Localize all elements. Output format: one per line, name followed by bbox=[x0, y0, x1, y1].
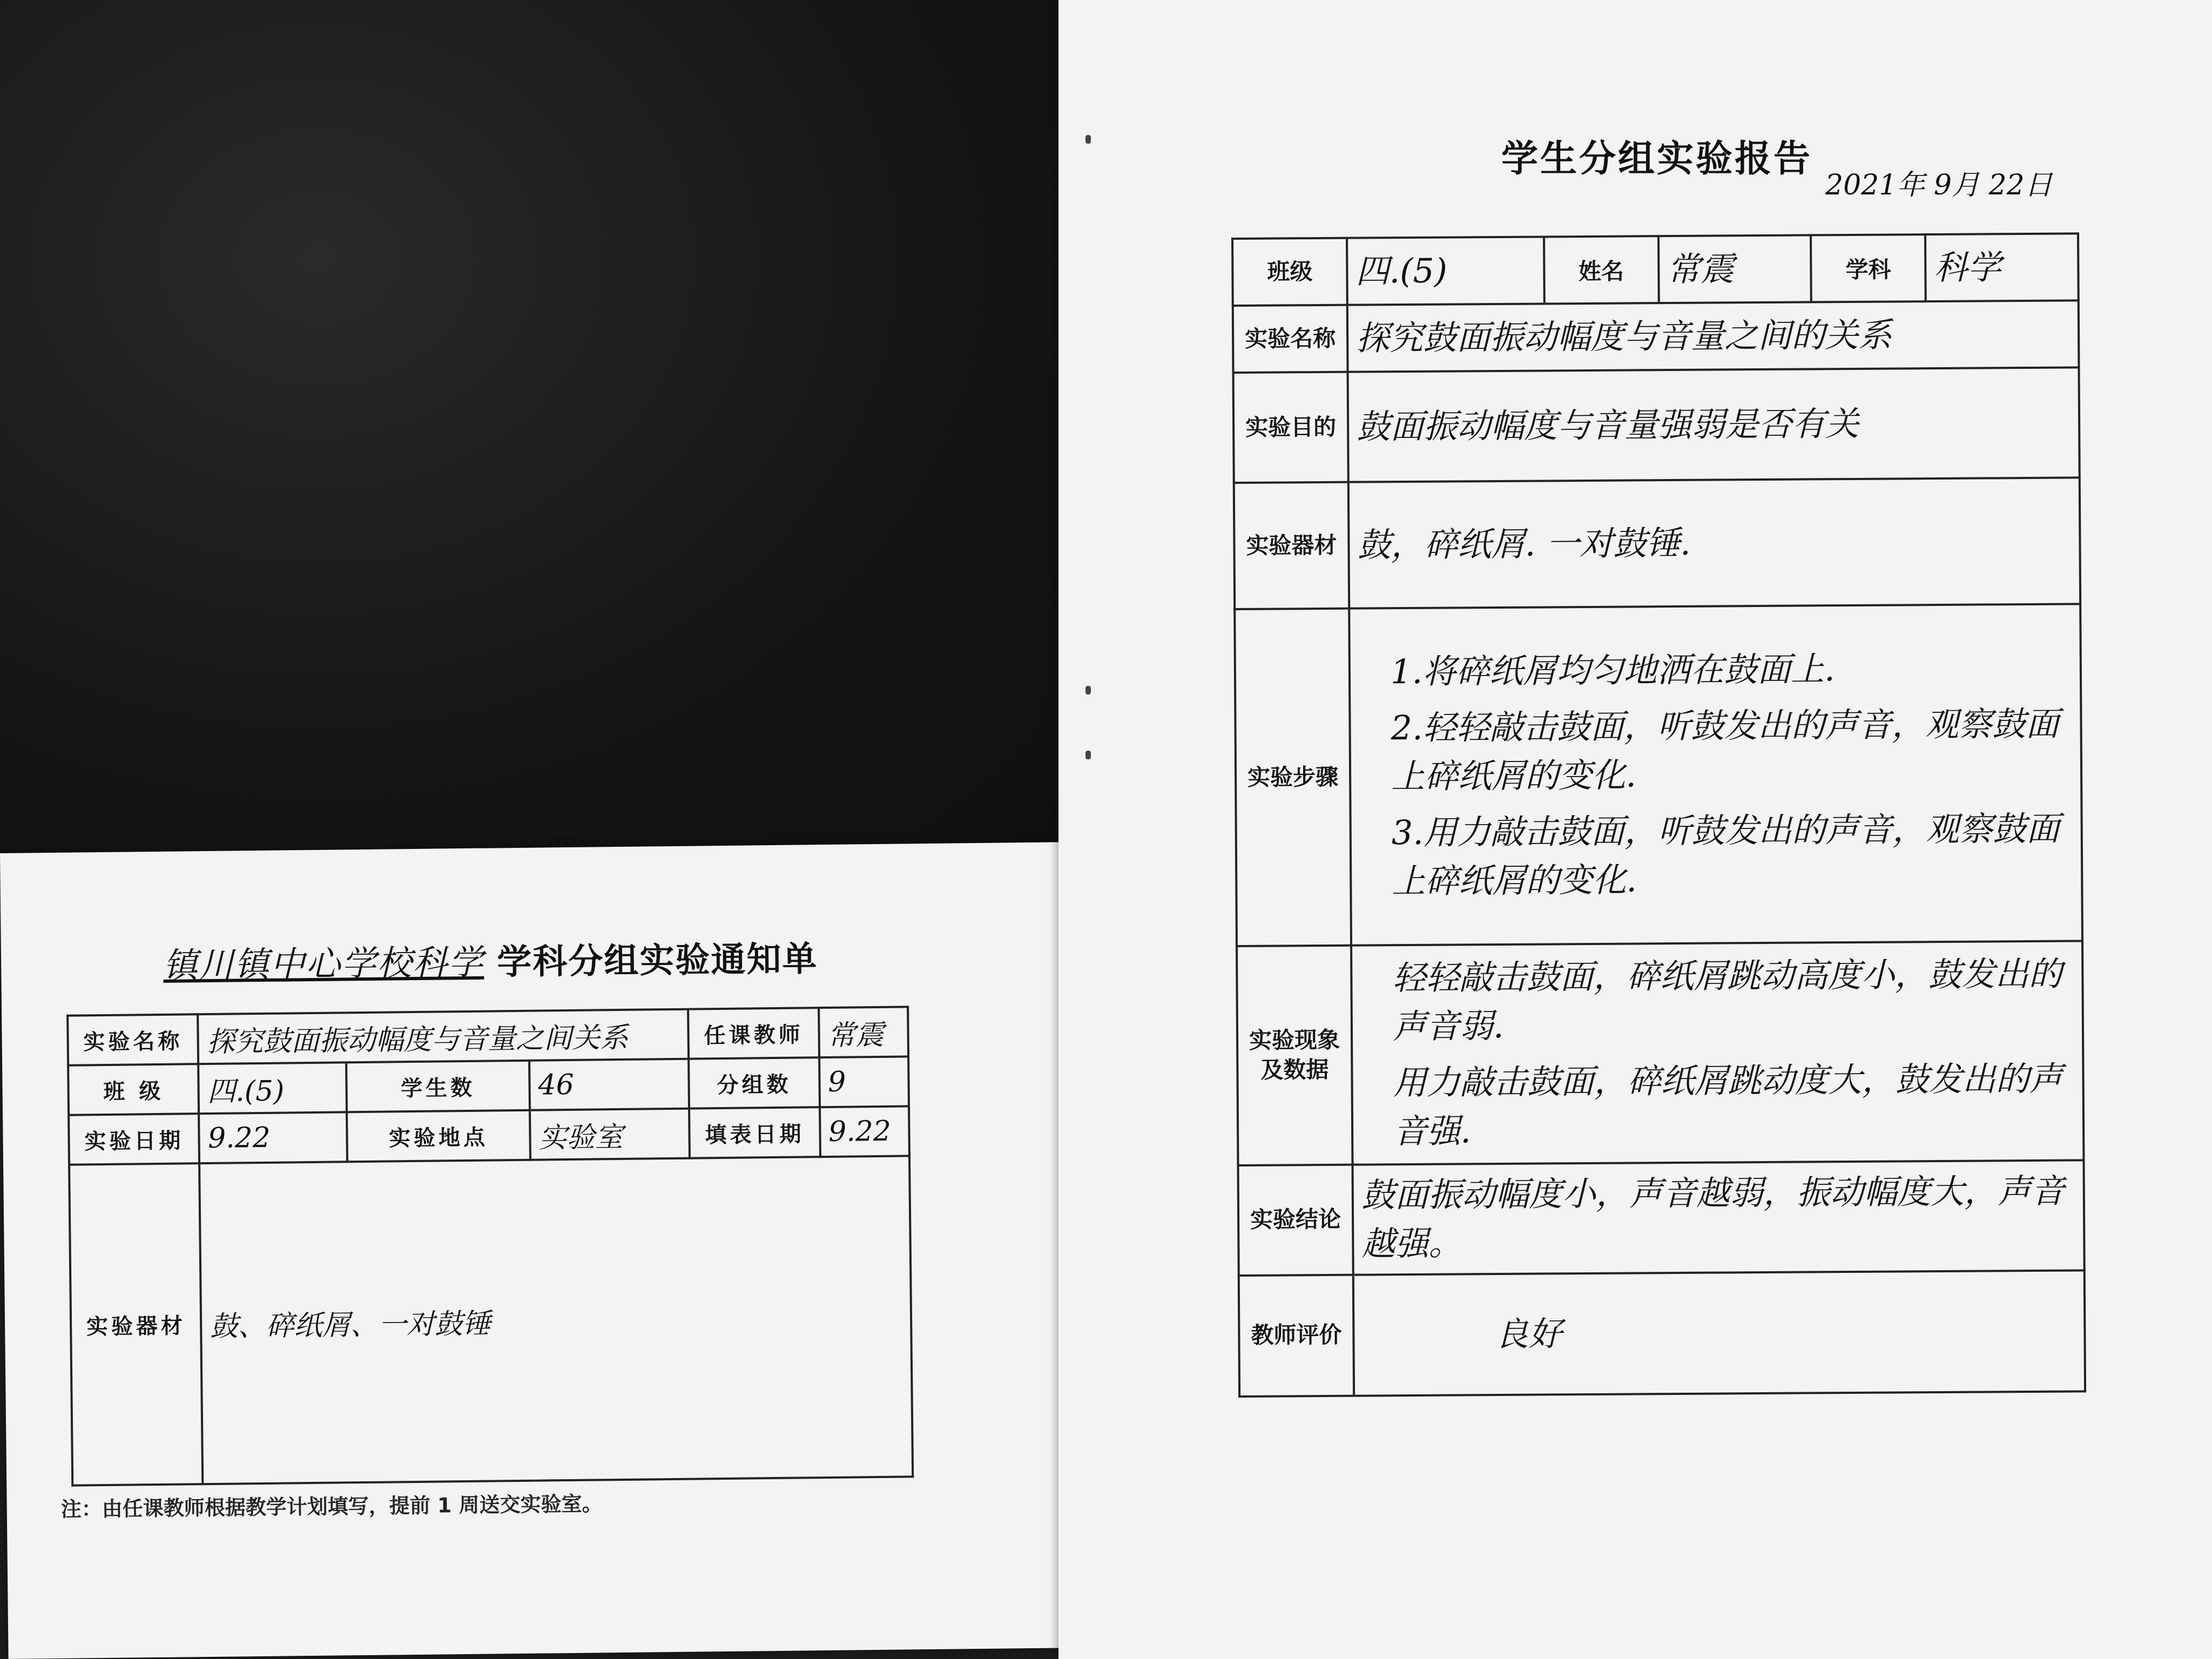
report-label-purpose: 实验目的 bbox=[1233, 372, 1348, 483]
report-phenomenon: 用力敲击鼓面，碎纸屑跳动度大，鼓发出的声音强. bbox=[1393, 1058, 2063, 1151]
report-label-equipment: 实验器材 bbox=[1234, 482, 1349, 609]
notice-value-equipment: 鼓、碎纸屑、一对鼓锤 bbox=[200, 1156, 913, 1484]
report-label-subject: 学科 bbox=[1811, 234, 1925, 302]
report-table bbox=[1231, 232, 2086, 1397]
report-label-experiment-name: 实验名称 bbox=[1233, 305, 1348, 373]
report-label-evaluation: 教师评价 bbox=[1239, 1274, 1354, 1396]
notice-value-students: 46 bbox=[529, 1059, 689, 1110]
notice-footnote: 注：由任课教师根据教学计划填写，提前 1 周送交实验室。 bbox=[60, 1492, 603, 1521]
notice-value-experiment-name: 探究鼓面振动幅度与音量之间关系 bbox=[198, 1009, 689, 1064]
experiment-report-sheet bbox=[1058, 0, 2212, 1659]
report-value-equipment: 鼓，碎纸屑. 一对鼓锤. bbox=[1348, 477, 2080, 608]
binding-hole bbox=[1085, 135, 1091, 144]
report-label-phenomena: 实验现象及数据 bbox=[1237, 946, 1352, 1165]
notice-title bbox=[163, 931, 818, 988]
binding-hole bbox=[1085, 751, 1091, 759]
notice-value-groups: 9 bbox=[819, 1056, 909, 1107]
report-step: 1.将碎纸屑均匀地洒在鼓面上. bbox=[1390, 649, 1835, 692]
report-value-steps bbox=[1349, 604, 2082, 945]
notice-value-class: 四.(5) bbox=[199, 1062, 347, 1114]
binding-hole bbox=[1085, 686, 1091, 694]
report-value-purpose: 鼓面振动幅度与音量强弱是否有关 bbox=[1348, 367, 2080, 482]
notice-value-location: 实验室 bbox=[530, 1109, 690, 1160]
report-phenomenon: 轻轻敲击鼓面，碎纸屑跳动高度小，鼓发出的声音弱. bbox=[1392, 954, 2062, 1047]
notice-title-school: 镇川镇中心学校 bbox=[163, 943, 413, 986]
notice-value-teacher: 常震 bbox=[819, 1007, 908, 1057]
report-title: 学生分组实验报告 bbox=[1501, 138, 1813, 180]
notice-title-rest: 学科分组实验通知单 bbox=[497, 939, 818, 983]
report-value-name: 常震 bbox=[1658, 235, 1812, 303]
report-value-class: 四.(5) bbox=[1347, 237, 1545, 305]
notice-label-date: 实验日期 bbox=[69, 1114, 199, 1165]
report-value-conclusion: 鼓面振动幅度小，声音越弱，振动幅度大，声音越强。 bbox=[1352, 1160, 2084, 1274]
report-step: 3.用力敲击鼓面，听鼓发出的声音，观察鼓面上碎纸屑的变化. bbox=[1391, 808, 2060, 901]
notice-title-subject: 科学 bbox=[412, 942, 484, 984]
notice-label-fill-date: 填表日期 bbox=[689, 1107, 820, 1158]
notice-label-students: 学生数 bbox=[346, 1061, 530, 1112]
report-value-subject: 科学 bbox=[1925, 233, 2079, 301]
report-value-experiment-name: 探究鼓面振动幅度与音量之间的关系 bbox=[1347, 300, 2079, 372]
report-step: 2.轻轻敲击鼓面，听鼓发出的声音，观察鼓面上碎纸屑的变化. bbox=[1391, 704, 2059, 797]
report-label-class: 班级 bbox=[1232, 238, 1347, 306]
report-label-steps: 实验步骤 bbox=[1235, 609, 1351, 946]
notice-label-groups: 分组数 bbox=[689, 1057, 819, 1109]
notice-label-class: 班 级 bbox=[68, 1064, 199, 1115]
desk-background bbox=[0, 0, 1058, 859]
notice-value-date: 9.22 bbox=[199, 1112, 347, 1163]
report-label-conclusion: 实验结论 bbox=[1238, 1164, 1353, 1275]
experiment-notice-sheet bbox=[0, 842, 1070, 1658]
notice-value-fill-date: 9.22 bbox=[820, 1106, 909, 1157]
notice-table bbox=[66, 1006, 914, 1486]
report-value-evaluation: 良好 bbox=[1353, 1270, 2085, 1395]
report-label-name: 姓名 bbox=[1544, 236, 1658, 304]
notice-label-equipment: 实验器材 bbox=[69, 1163, 203, 1485]
notice-label-teacher: 任课教师 bbox=[688, 1008, 819, 1059]
report-value-phenomena bbox=[1351, 941, 2083, 1164]
notice-label-location: 实验地点 bbox=[347, 1110, 530, 1162]
report-date: 2021年 9月 22日 bbox=[1825, 169, 2053, 201]
notice-label-experiment-name: 实验名称 bbox=[68, 1014, 198, 1065]
